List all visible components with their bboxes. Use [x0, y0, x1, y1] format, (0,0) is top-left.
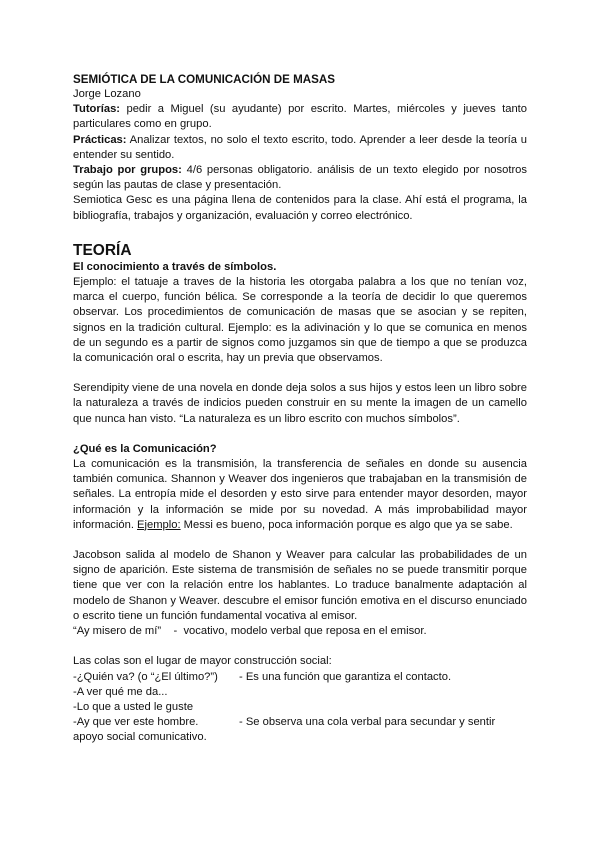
spacer: [73, 366, 527, 381]
practicas-label: Prácticas:: [73, 133, 127, 146]
spacer: [73, 427, 527, 442]
tutorias-text: pedir a Miguel (su ayudante) por escrito. Martes, miércoles y jueves tanto particulares como en grupo.: [73, 103, 527, 131]
document-content: [73, 72, 527, 746]
cola-line-2: -A ver qué me da...: [73, 685, 168, 698]
spacer: [73, 639, 527, 654]
section1-paragraph-2: Serendipity viene de una novela en donde deja solos a sus hijos y estos leen un libro sobre la naturaleza a través de indicios pueden construir en su mente la imagen de un camello que nunca han visto. “La naturaleza es un libro escrito con muchos símbolos”.: [73, 382, 527, 425]
spacer: [73, 533, 527, 548]
practicas-text: Analizar textos, no solo el texto escrito, todo. Aprender a leer desde la teoría u entender su sentido.: [73, 133, 527, 161]
practicas-paragraph: [73, 133, 527, 163]
cola-comment: - Es una función que garantiza el contacto.: [239, 670, 452, 683]
tutorias-label: Tutorías:: [73, 103, 121, 116]
cola-line-4: [73, 715, 527, 745]
semiotica-paragraph: Semiotica Gesc es una página llena de contenidos para la clase. Ahí está el programa, la bibliografía, trabajos y organización, evaluación y correo electrónico.: [73, 194, 527, 222]
cola-utterance: -¿Quién va? (o “¿El último?”): [73, 670, 218, 683]
section2-paragraph-1: [73, 457, 527, 533]
vocativo-quote: “Ay misero de mí” - vocativo, modelo verbal que reposa en el emisor.: [73, 625, 427, 638]
section2-paragraph-1-text: La comunicación es la transmisión, la transferencia de señales en donde su ausencia también comunica. Shannon y Weaver dos ingenieros que trabajaban en la transmisión de señales. La entropía mide el desorden y esto sirve para entender mayor desorden, mayor información y la información se mide por su novedad. A más improbabilidad mayor información.: [73, 458, 527, 531]
section2-paragraph-2: Jacobson salida al modelo de Shanon y Weaver para calcular las probabilidades de un signo de aparición. Este sistema de transmisión de señales no se puede transmitir porque tiene que ver con la relación entre los hablantes. Lo traduce banalmente adaptación al modelo de Shanon y Weaver. descubre el emisor función emotiva en el discurso enunciado o escrito tiene un función fundamental vocativa al emisor.: [73, 549, 527, 622]
tutorias-paragraph: [73, 102, 527, 132]
trabajo-text: 4/6 personas obligatorio. análisis de un texto elegido por nosotros según las pautas de clase y presentación.: [73, 164, 527, 192]
trabajo-paragraph: [73, 163, 527, 193]
section2-heading: ¿Qué es la Comunicación?: [73, 442, 217, 455]
document-title: SEMIÓTICA DE LA COMUNICACIÓN DE MASAS: [73, 73, 335, 86]
example-label: Ejemplo:: [137, 518, 181, 531]
cola-comment: - Se observa una cola verbal para secundar y sentir apoyo social comunicativo.: [73, 716, 496, 744]
section1-paragraph-1: Ejemplo: el tatuaje a traves de la historia les otorgaba palabra a los que no tenían voz, marca el cuerpo, función bélica. Se corresponde a la teoría de decidir lo que queremos observar. Los procedimientos de comunicación de masas que se asocian y se repiten, signos en la tradición cultural. Ejemplo: es la adivinación y lo que se comunica en menos de un segundo es a partir de signos como juzgamos sin que de tiempo a que se produzca la comunicación oral o escrita, hay un previa que observamos.: [73, 276, 527, 365]
teoria-heading: TEORÍA: [73, 241, 132, 259]
section1-heading: El conocimiento a través de símbolos.: [73, 260, 277, 273]
cola-utterance: -Ay que ver este hombre.: [73, 716, 199, 729]
colas-intro: Las colas son el lugar de mayor construcción social:: [73, 655, 332, 668]
cola-line-3: -Lo que a usted le guste: [73, 700, 194, 713]
example-text: Messi es bueno, poca información porque es algo que ya se sabe.: [180, 518, 513, 531]
cola-line-1: [73, 670, 527, 685]
trabajo-label: Trabajo por grupos:: [73, 164, 182, 177]
author-name: Jorge Lozano: [73, 88, 141, 100]
spacer: [73, 224, 527, 242]
